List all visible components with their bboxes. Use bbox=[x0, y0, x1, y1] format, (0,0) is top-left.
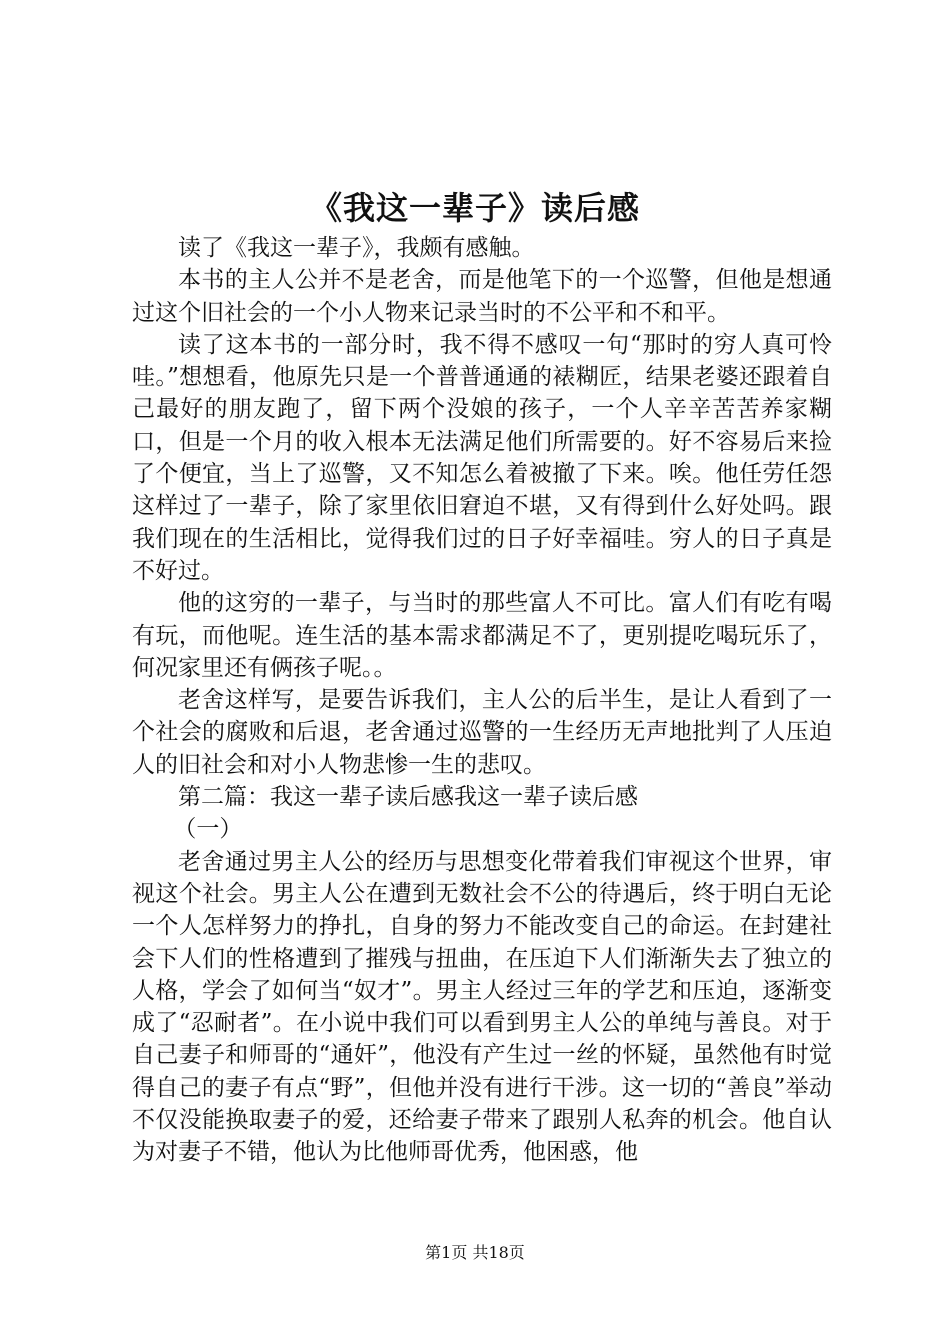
paragraph: 读了这本书的一部分时，我不得不感叹一句“那时的穷人真可怜哇。”想想看，他原先只是一个普普通通的裱糊匠，结果老婆还跟着自己最好的朋友跑了，留下两个没娘的孩子，一个人辛辛苦苦养家糊口，但是一个月的收入根本无法满足他们所需要的。好不容易后来捡了个便宜，当上了巡警，又不知怎么着被撤了下来。唉。他任劳任怨这样过了一辈子，除了家里依旧窘迫不堪，又有得到什么好处吗。跟我们现在的生活相比，觉得我们过的日子好幸福哇。穷人的日子真是不好过。 bbox=[132, 331, 832, 584]
paragraph: 老舍这样写，是要告诉我们，主人公的后半生，是让人看到了一个社会的腐败和后退，老舍通过巡警的一生经历无声地批判了人压迫人的旧社会和对小人物悲惨一生的悲叹。 bbox=[132, 687, 832, 778]
paragraph: 读了《我这一辈子》，我颇有感触。 bbox=[178, 235, 535, 261]
section-heading: 第二篇：我这一辈子读后感我这一辈子读后感 bbox=[178, 784, 638, 811]
document-body bbox=[132, 232, 832, 1169]
page-footer: 第1页 共18页 bbox=[425, 1243, 525, 1262]
document-title: 《我这一辈子》读后感 bbox=[309, 189, 640, 227]
paragraph: 本书的主人公并不是老舍，而是他笔下的一个巡警，但他是想通过这个旧社会的一个小人物来记录当时的不公平和不和平。 bbox=[132, 267, 832, 326]
section-number: （一） bbox=[173, 816, 243, 843]
paragraph: 他的这穷的一辈子，与当时的那些富人不可比。富人们有吃有喝有玩，而他呢。连生活的基本需求都满足不了，更别提吃喝玩乐了，何况家里还有俩孩子呢。。 bbox=[132, 590, 832, 681]
paragraph: 老舍通过男主人公的经历与思想变化带着我们审视这个世界，审视这个社会。男主人公在遭到无数社会不公的待遇后，终于明白无论一个人怎样努力的挣扎，自身的努力不能改变自己的命运。在封建社会下人们的性格遭到了摧残与扭曲，在压迫下人们渐渐失去了独立的人格，学会了如何当“奴才”。男主人经过三年的学艺和压迫，逐渐变成了“忍耐者”。在小说中我们可以看到男主人公的单纯与善良。对于自己妻子和师哥的“通奸”，他没有产生过一丝的怀疑，虽然他有时觉得自己的妻子有点“野”，但他并没有进行干涉。这一切的“善良”举动不仅没能换取妻子的爱，还给妻子带来了跟别人私奔的机会。他自认为对妻子不错，他认为比他师哥优秀，他困惑，他 bbox=[132, 848, 832, 1166]
